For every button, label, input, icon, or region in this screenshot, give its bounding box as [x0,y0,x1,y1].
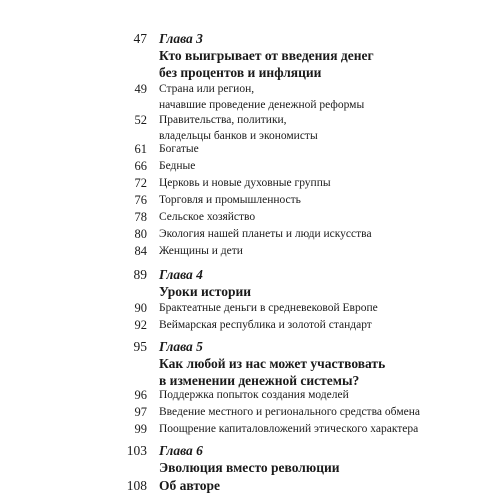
entry-page-number: 92 [134,318,147,332]
chapter-page-number: 103 [126,443,147,458]
entry-title: Бедные [159,160,196,172]
entry-title-line-1: Правительства, политики, [159,114,287,126]
chapter-page-number: 89 [133,267,147,282]
entry-page-number: 99 [134,422,147,436]
chapter-title: Эволюция вместо революции [159,460,340,475]
entry-title: Брактеатные деньги в средневековой Европе [159,302,378,314]
entry-page-number: 97 [134,405,147,419]
entry-title: Торговля и промышленность [159,194,301,206]
chapter-title-line-2: без процентов и инфляции [159,65,322,80]
entry-page-number: 84 [134,244,147,258]
entry-title: Поддержка попыток создания моделей [159,389,349,401]
entry-title-line-2: начавшие проведение денежной реформы [159,99,365,111]
entry-page-number: 66 [134,159,147,173]
about-page-number: 108 [126,478,147,493]
entry-page-number: 96 [134,388,147,402]
entry-title: Женщины и дети [159,245,243,257]
chapter-title: Уроки истории [159,284,252,299]
chapter-title-line-2: в изменении денежной системы? [159,373,360,388]
entry-page-number: 80 [134,227,147,241]
chapter-page-number: 47 [133,31,147,46]
entry-title: Введение местного и регионального средства обмена [159,406,420,418]
entry-page-number: 49 [134,82,147,96]
entry-page-number: 78 [134,210,147,224]
entry-title: Поощрение капиталовложений этического характера [159,423,419,435]
entry-title: Экология нашей планеты и люди искусства [159,228,372,240]
entry-page-number: 76 [134,193,147,207]
chapter-title-line-1: Как любой из нас может участвовать [159,356,386,371]
entry-page-number: 90 [134,301,147,315]
chapter-title-line-1: Кто выигрывает от введения денег [159,48,374,63]
entry-title-line-1: Страна или регион, [159,83,255,95]
chapter-label: Глава 5 [159,339,203,354]
entry-page-number: 72 [134,176,147,190]
entry-title-line-2: владельцы банков и экономисты [159,130,318,142]
entry-title: Богатые [159,143,199,155]
chapter-page-number: 95 [133,339,147,354]
entry-title: Сельское хозяйство [159,211,256,223]
chapter-label: Глава 6 [159,443,203,458]
entry-page-number: 52 [134,113,147,127]
entry-title: Церковь и новые духовные группы [159,177,331,189]
about-author-title: Об авторе [159,478,221,493]
entry-page-number: 61 [134,142,147,156]
chapter-label: Глава 3 [159,31,203,46]
entry-title: Веймарская республика и золотой стандарт [159,319,372,331]
chapter-label: Глава 4 [159,267,203,282]
